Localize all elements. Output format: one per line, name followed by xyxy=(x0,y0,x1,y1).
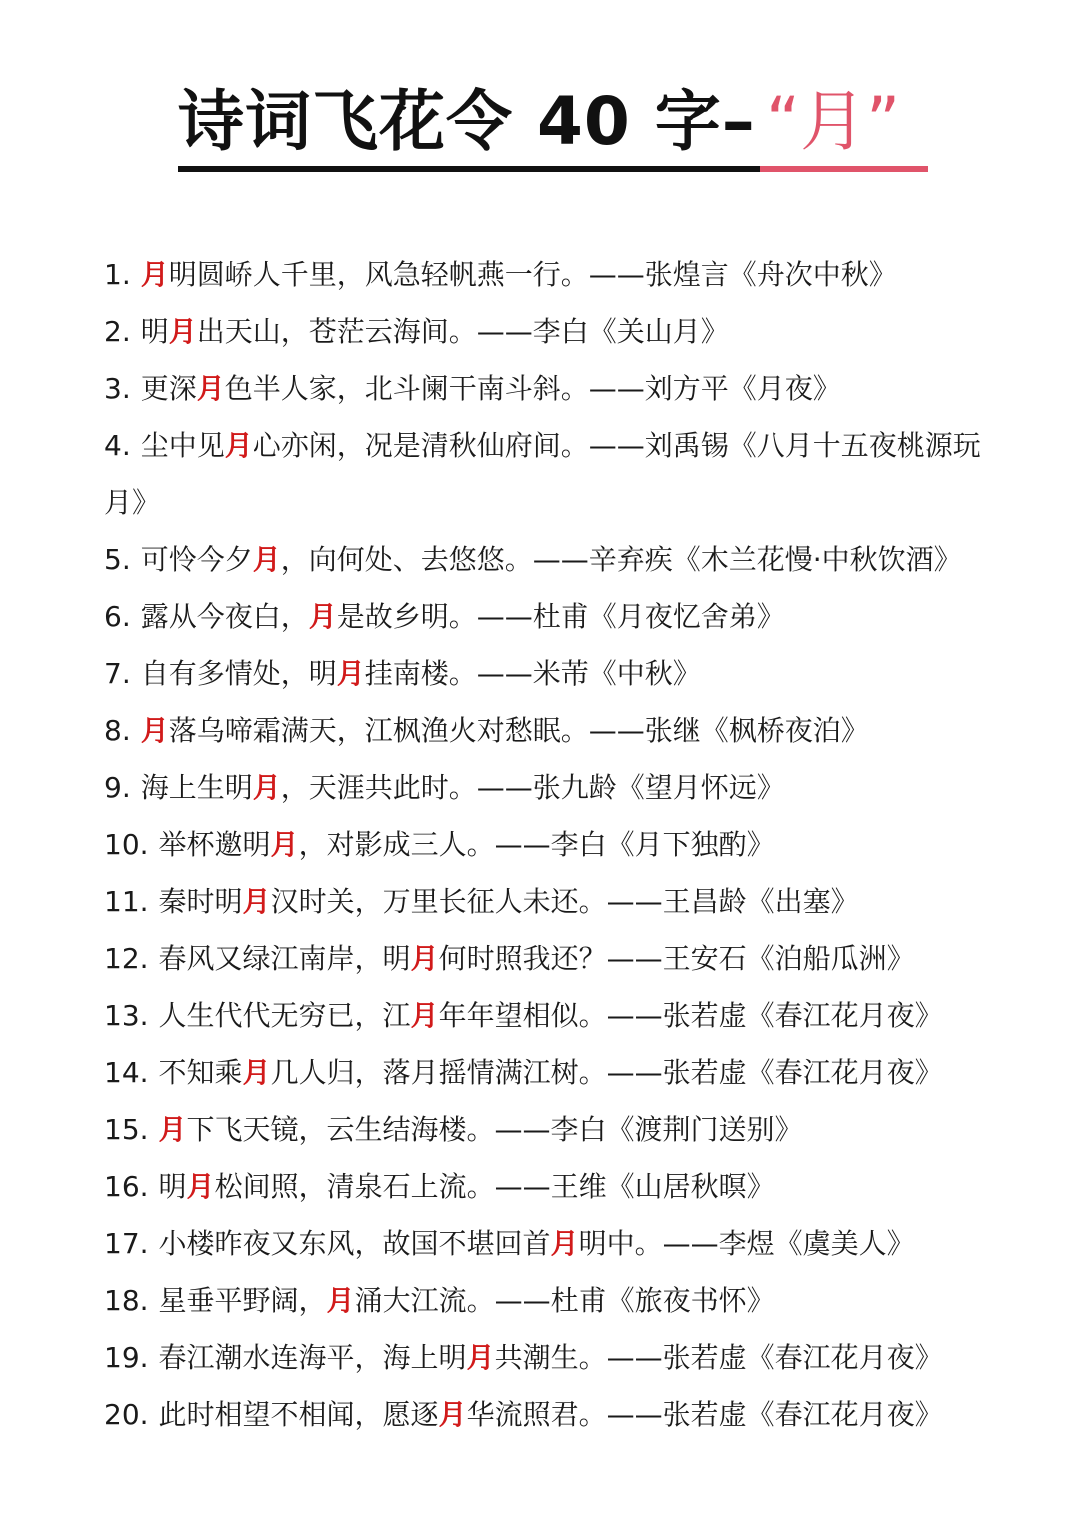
poem-text-after: 下飞天镜，云生结海楼。——李白《渡荆门送别》 xyxy=(186,1113,803,1146)
poem-text-before: 更深 xyxy=(140,372,197,405)
poem-number: 10. xyxy=(104,828,149,861)
poem-text-after: 挂南楼。——米芾《中秋》 xyxy=(364,657,701,690)
list-item xyxy=(104,759,1004,816)
poem-text-after: ，天涯共此时。——张九龄《望月怀远》 xyxy=(280,771,785,804)
list-item xyxy=(104,645,1004,702)
poem-text-after: 明中。——李煜《虞美人》 xyxy=(578,1227,915,1260)
poem-text-before: 明 xyxy=(140,315,169,348)
list-item xyxy=(104,1215,1004,1272)
list-item xyxy=(104,987,1004,1044)
list-item xyxy=(104,702,1004,759)
list-item xyxy=(104,303,1004,360)
poem-text-before: 不知乘 xyxy=(158,1056,243,1089)
poem-keyword: 月 xyxy=(410,942,439,975)
list-item xyxy=(104,930,1004,987)
poem-number: 19. xyxy=(104,1341,149,1374)
poem-keyword: 月 xyxy=(252,771,281,804)
poem-keyword: 月 xyxy=(158,1113,187,1146)
list-item xyxy=(104,417,1004,531)
poem-keyword: 月 xyxy=(242,885,271,918)
poem-text-after: 涌大江流。——杜甫《旅夜书怀》 xyxy=(354,1284,775,1317)
poem-number: 4. xyxy=(104,429,131,462)
poem-number: 18. xyxy=(104,1284,149,1317)
poem-text-before: 明 xyxy=(158,1170,187,1203)
list-item xyxy=(104,1272,1004,1329)
poem-keyword: 月 xyxy=(466,1341,495,1374)
poem-text-before: 春江潮水连海平，海上明 xyxy=(158,1341,467,1374)
poem-text-before: 星垂平野阔， xyxy=(158,1284,327,1317)
poem-keyword: 月 xyxy=(252,543,281,576)
poem-text-after: 华流照君。——张若虚《春江花月夜》 xyxy=(466,1398,943,1431)
poem-text-before: 可怜今夕 xyxy=(140,543,253,576)
poem-number: 16. xyxy=(104,1170,149,1203)
poem-text-before: 举杯邀明 xyxy=(158,828,271,861)
poem-keyword: 月 xyxy=(168,315,197,348)
poem-keyword: 月 xyxy=(140,714,169,747)
list-item xyxy=(104,360,1004,417)
poem-text-before: 露从今夜白， xyxy=(140,600,309,633)
poem-text-after: 共潮生。——张若虚《春江花月夜》 xyxy=(494,1341,943,1374)
list-item xyxy=(104,1329,1004,1386)
poem-keyword: 月 xyxy=(336,657,365,690)
poem-text-after: 心亦闲，况是清秋仙府间。——刘禹锡《八月十五夜桃源玩月》 xyxy=(104,429,981,519)
poem-number: 6. xyxy=(104,600,131,633)
poem-keyword: 月 xyxy=(196,372,225,405)
poem-text-after: 何时照我还？——王安石《泊船瓜洲》 xyxy=(438,942,915,975)
poem-text-before: 秦时明 xyxy=(158,885,243,918)
poem-text-after: 落乌啼霜满天，江枫渔火对愁眠。——张继《枫桥夜泊》 xyxy=(168,714,869,747)
title-main: 诗词飞花令 40 字– xyxy=(178,78,760,172)
poem-text-before: 春风又绿江南岸，明 xyxy=(158,942,411,975)
poem-number: 9. xyxy=(104,771,131,804)
poem-text-before: 尘中见 xyxy=(140,429,225,462)
poem-text-after: 几人归，落月摇情满江树。——张若虚《春江花月夜》 xyxy=(270,1056,943,1089)
list-item xyxy=(104,531,1004,588)
list-item xyxy=(104,1044,1004,1101)
poem-number: 3. xyxy=(104,372,131,405)
poem-number: 17. xyxy=(104,1227,149,1260)
poem-keyword: 月 xyxy=(186,1170,215,1203)
poem-keyword: 月 xyxy=(308,600,337,633)
poem-text-after: 色半人家，北斗阑干南斗斜。——刘方平《月夜》 xyxy=(224,372,841,405)
poem-number: 20. xyxy=(104,1398,149,1431)
poem-text-before: 此时相望不相闻，愿逐 xyxy=(158,1398,439,1431)
poem-keyword: 月 xyxy=(224,429,253,462)
poem-keyword: 月 xyxy=(410,999,439,1032)
poem-text-after: 年年望相似。——张若虚《春江花月夜》 xyxy=(438,999,943,1032)
poem-keyword: 月 xyxy=(242,1056,271,1089)
poem-number: 14. xyxy=(104,1056,149,1089)
poem-number: 2. xyxy=(104,315,131,348)
poem-keyword: 月 xyxy=(270,828,299,861)
poem-text-before: 自有多情处，明 xyxy=(140,657,337,690)
poem-number: 5. xyxy=(104,543,131,576)
poem-number: 12. xyxy=(104,942,149,975)
poem-text-before: 小楼昨夜又东风，故国不堪回首 xyxy=(158,1227,551,1260)
list-item xyxy=(104,246,1004,303)
poem-text-after: 明圆峤人千里，风急轻帆燕一行。——张煌言《舟次中秋》 xyxy=(168,258,897,291)
poem-text-after: 汉时关，万里长征人未还。——王昌龄《出塞》 xyxy=(270,885,859,918)
poem-number: 11. xyxy=(104,885,149,918)
poem-text-after: ，向何处、去悠悠。——辛弃疾《木兰花慢·中秋饮酒》 xyxy=(280,543,962,576)
poem-number: 1. xyxy=(104,258,131,291)
poem-text-after: 出天山，苍茫云海间。——李白《关山月》 xyxy=(196,315,729,348)
poem-number: 7. xyxy=(104,657,131,690)
poem-keyword: 月 xyxy=(140,258,169,291)
poem-text-after: ，对影成三人。——李白《月下独酌》 xyxy=(298,828,775,861)
list-item xyxy=(104,1101,1004,1158)
poem-number: 15. xyxy=(104,1113,149,1146)
list-item xyxy=(104,816,1004,873)
poem-text-after: 松间照，清泉石上流。——王维《山居秋暝》 xyxy=(214,1170,775,1203)
list-item xyxy=(104,1386,1004,1443)
title-keyword: “月” xyxy=(760,78,928,172)
poem-text-after: 是故乡明。——杜甫《月夜忆舍弟》 xyxy=(336,600,785,633)
poem-keyword: 月 xyxy=(438,1398,467,1431)
poem-list xyxy=(104,246,1004,1443)
list-item xyxy=(104,873,1004,930)
list-item xyxy=(104,588,1004,645)
poem-text-before: 人生代代无穷已，江 xyxy=(158,999,411,1032)
page-title xyxy=(178,78,928,172)
poem-keyword: 月 xyxy=(326,1284,355,1317)
list-item xyxy=(104,1158,1004,1215)
poem-number: 13. xyxy=(104,999,149,1032)
poem-number: 8. xyxy=(104,714,131,747)
poem-text-before: 海上生明 xyxy=(140,771,253,804)
poem-keyword: 月 xyxy=(550,1227,579,1260)
